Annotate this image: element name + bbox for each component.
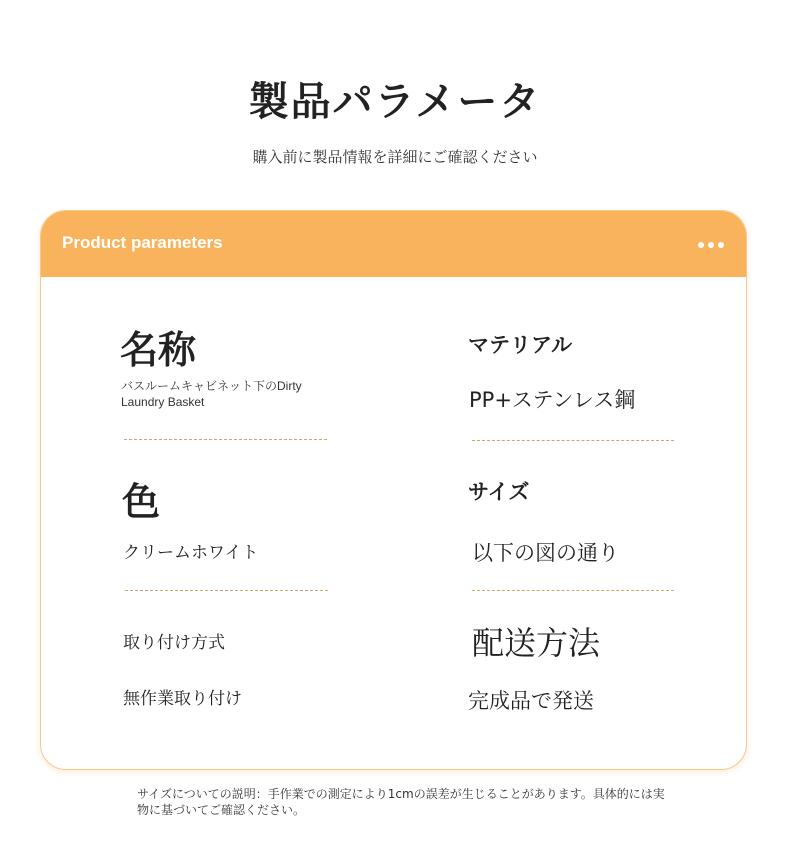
- material-label: マテリアル: [468, 333, 573, 357]
- parameters-card: [40, 210, 747, 770]
- color-label: 色: [122, 480, 161, 524]
- material-value: PP+ステンレス鋼: [469, 388, 636, 412]
- separator: [124, 439, 327, 440]
- page-subtitle: 購入前に製品情報を詳細にご確認ください: [252, 148, 538, 166]
- card-header-title: Product parameters: [62, 233, 223, 252]
- size-label: サイズ: [468, 480, 530, 504]
- color-value: クリームホワイト: [123, 543, 259, 563]
- ellipsis-icon[interactable]: [698, 242, 724, 248]
- size-value: 以下の図の通り: [472, 541, 619, 565]
- footnote: サイズについての説明：手作業での測定により1cmの誤差が生じることがあります。具体的には実物に基づいてご確認ください。: [137, 787, 665, 817]
- install-value: 無作業取り付け: [123, 689, 242, 709]
- page-title: 製品パラメータ: [248, 79, 542, 125]
- separator: [472, 440, 674, 441]
- shipping-label: 配送方法: [472, 624, 601, 662]
- name-value: バスルームキャビネット下のDirty Laundry Basket: [121, 379, 302, 409]
- shipping-value: 完成品で発送: [468, 689, 594, 713]
- separator: [125, 590, 328, 591]
- install-label: 取り付け方式: [123, 633, 225, 653]
- name-label: 名称: [120, 328, 197, 372]
- card-header: [41, 211, 746, 277]
- separator: [472, 590, 674, 591]
